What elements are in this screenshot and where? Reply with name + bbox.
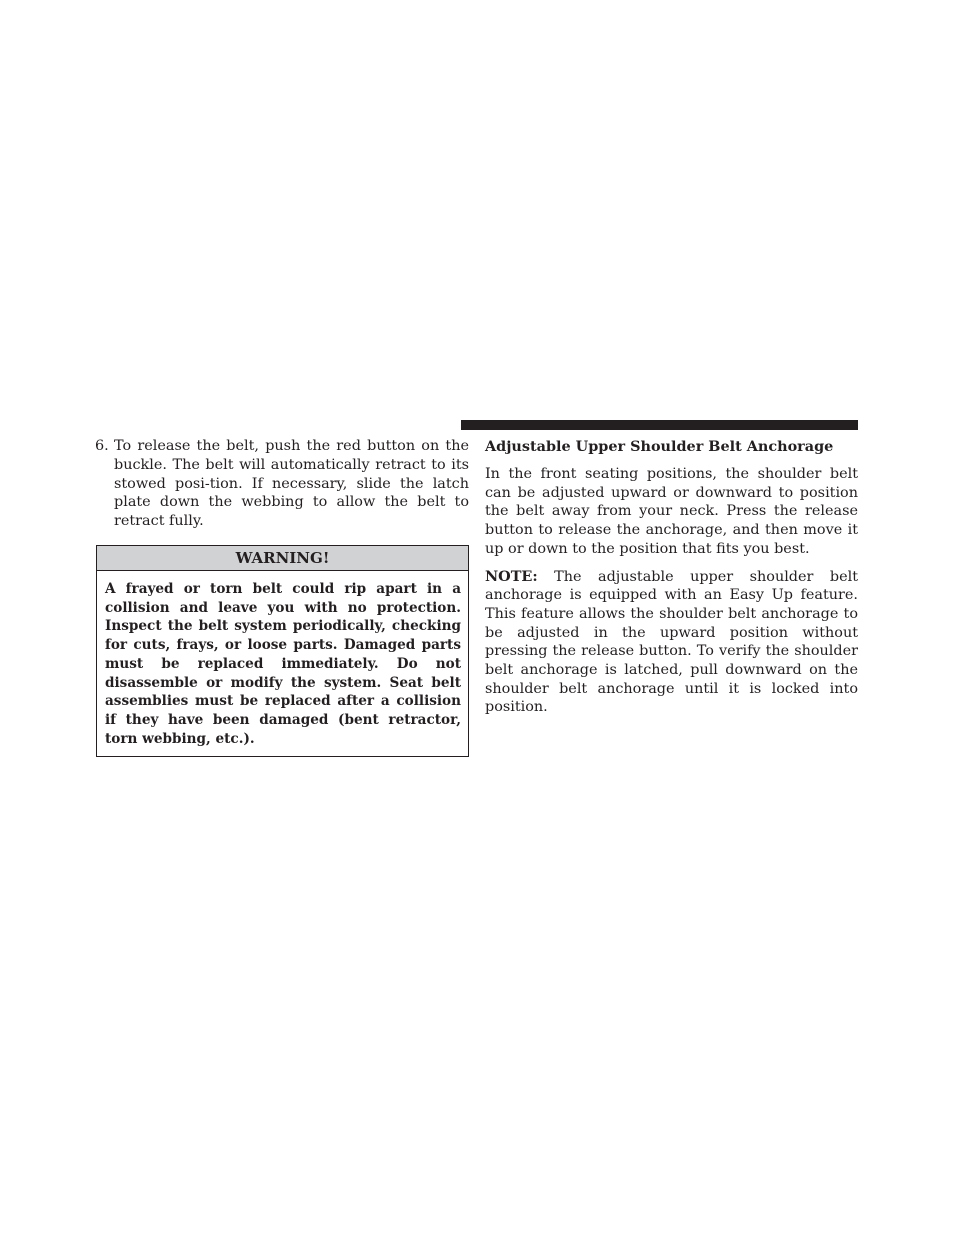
warning-body: A frayed or torn belt could rip apart in a collision and leave you with no protection. Inspect the belt system periodically, checking for cuts, frays, or loose parts. Damaged parts must be replaced immediately. Do not disassemble or modify the system. Seat belt assemblies must be replaced after a collision if they have been damaged (bent retractor, torn webbing, etc.). bbox=[105, 580, 461, 747]
warning-box bbox=[96, 545, 469, 757]
note-paragraph bbox=[485, 568, 858, 718]
step-number: 6. bbox=[95, 438, 109, 454]
note-label: NOTE: bbox=[485, 567, 538, 585]
left-column bbox=[95, 437, 469, 757]
body-paragraph: In the front seating positions, the shoulder belt can be adjusted upward or downward to position the belt away from your neck. Press the release button to release the anchorage, and then move it up or down to the position that fits you best. bbox=[485, 466, 858, 557]
step-text: To release the belt, push the red button on the buckle. The belt will automatically retract to its stowed posi-tion. If necessary, slide the latch plate down the webbing to allow the belt to retract fully. bbox=[114, 438, 469, 530]
section-heading: Adjustable Upper Shoulder Belt Anchorage bbox=[485, 438, 834, 455]
right-column bbox=[485, 437, 858, 726]
section-header-bar bbox=[461, 420, 858, 430]
warning-title: WARNING! bbox=[97, 546, 468, 571]
note-text: The adjustable upper shoulder belt anchorage is equipped with an Easy Up feature. This feature allows the shoulder belt anchorage to be adjusted in the upward position without pressing the release button. To verify the shoulder belt anchorage is latched, pull downward on the shoulder belt anchorage until it is locked into position. bbox=[485, 568, 858, 716]
step-item bbox=[95, 437, 469, 531]
